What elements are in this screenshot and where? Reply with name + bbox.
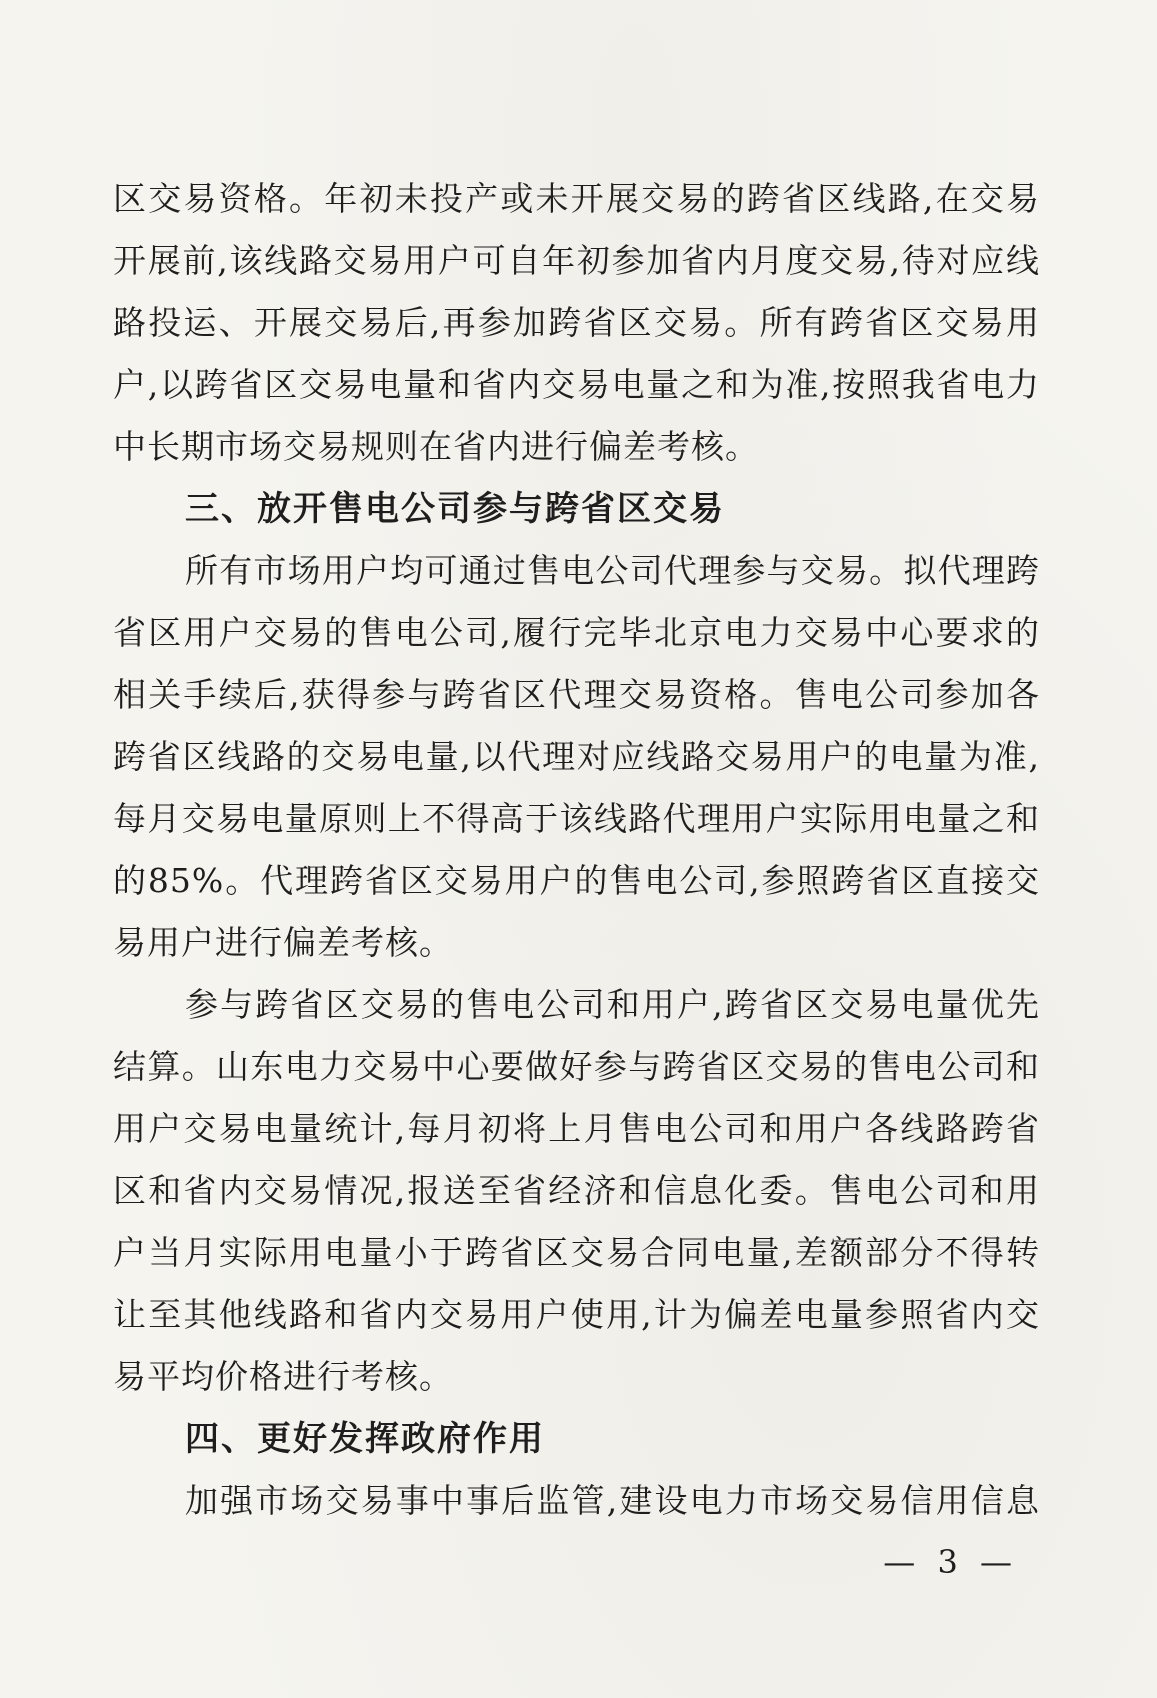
text-line: 户当月实际用电量小于跨省区交易合同电量,差额部分不得转 bbox=[113, 1233, 1040, 1272]
section-heading: 三、放开售电公司参与跨省区交易 bbox=[185, 489, 725, 529]
text-line: 加强市场交易事中事后监管,建设电力市场交易信用信息 bbox=[185, 1481, 1040, 1520]
text-line: 参与跨省区交易的售电公司和用户,跨省区交易电量优先 bbox=[185, 985, 1040, 1024]
text-line: 相关手续后,获得参与跨省区代理交易资格。售电公司参加各 bbox=[113, 675, 1040, 714]
text-line: 的85%。代理跨省区交易用户的售电公司,参照跨省区直接交 bbox=[113, 861, 1040, 900]
text-line: 开展前,该线路交易用户可自年初参加省内月度交易,待对应线 bbox=[113, 241, 1040, 280]
text-line: 所有市场用户均可通过售电公司代理参与交易。拟代理跨 bbox=[185, 551, 1040, 590]
text-line: 省区用户交易的售电公司,履行完毕北京电力交易中心要求的 bbox=[113, 613, 1040, 652]
page-number: — 3 — bbox=[883, 1543, 1018, 1581]
text-line: 区和省内交易情况,报送至省经济和信息化委。售电公司和用 bbox=[113, 1171, 1040, 1210]
text-line: 跨省区线路的交易电量,以代理对应线路交易用户的电量为准, bbox=[113, 737, 1040, 776]
text-line: 区交易资格。年初未投产或未开展交易的跨省区线路,在交易 bbox=[113, 179, 1040, 218]
text-line: 路投运、开展交易后,再参加跨省区交易。所有跨省区交易用 bbox=[113, 303, 1040, 342]
text-line: 易用户进行偏差考核。 bbox=[113, 923, 453, 962]
text-line: 让至其他线路和省内交易用户使用,计为偏差电量参照省内交 bbox=[113, 1295, 1040, 1334]
text-line: 中长期市场交易规则在省内进行偏差考核。 bbox=[113, 427, 759, 466]
section-heading: 四、更好发挥政府作用 bbox=[185, 1419, 545, 1459]
text-line: 每月交易电量原则上不得高于该线路代理用户实际用电量之和 bbox=[113, 799, 1040, 838]
document-body bbox=[113, 168, 1040, 1532]
text-line: 结算。山东电力交易中心要做好参与跨省区交易的售电公司和 bbox=[113, 1047, 1040, 1086]
text-line: 易平均价格进行考核。 bbox=[113, 1357, 453, 1396]
text-line: 用户交易电量统计,每月初将上月售电公司和用户各线路跨省 bbox=[113, 1109, 1040, 1148]
text-line: 户,以跨省区交易电量和省内交易电量之和为准,按照我省电力 bbox=[113, 365, 1040, 404]
